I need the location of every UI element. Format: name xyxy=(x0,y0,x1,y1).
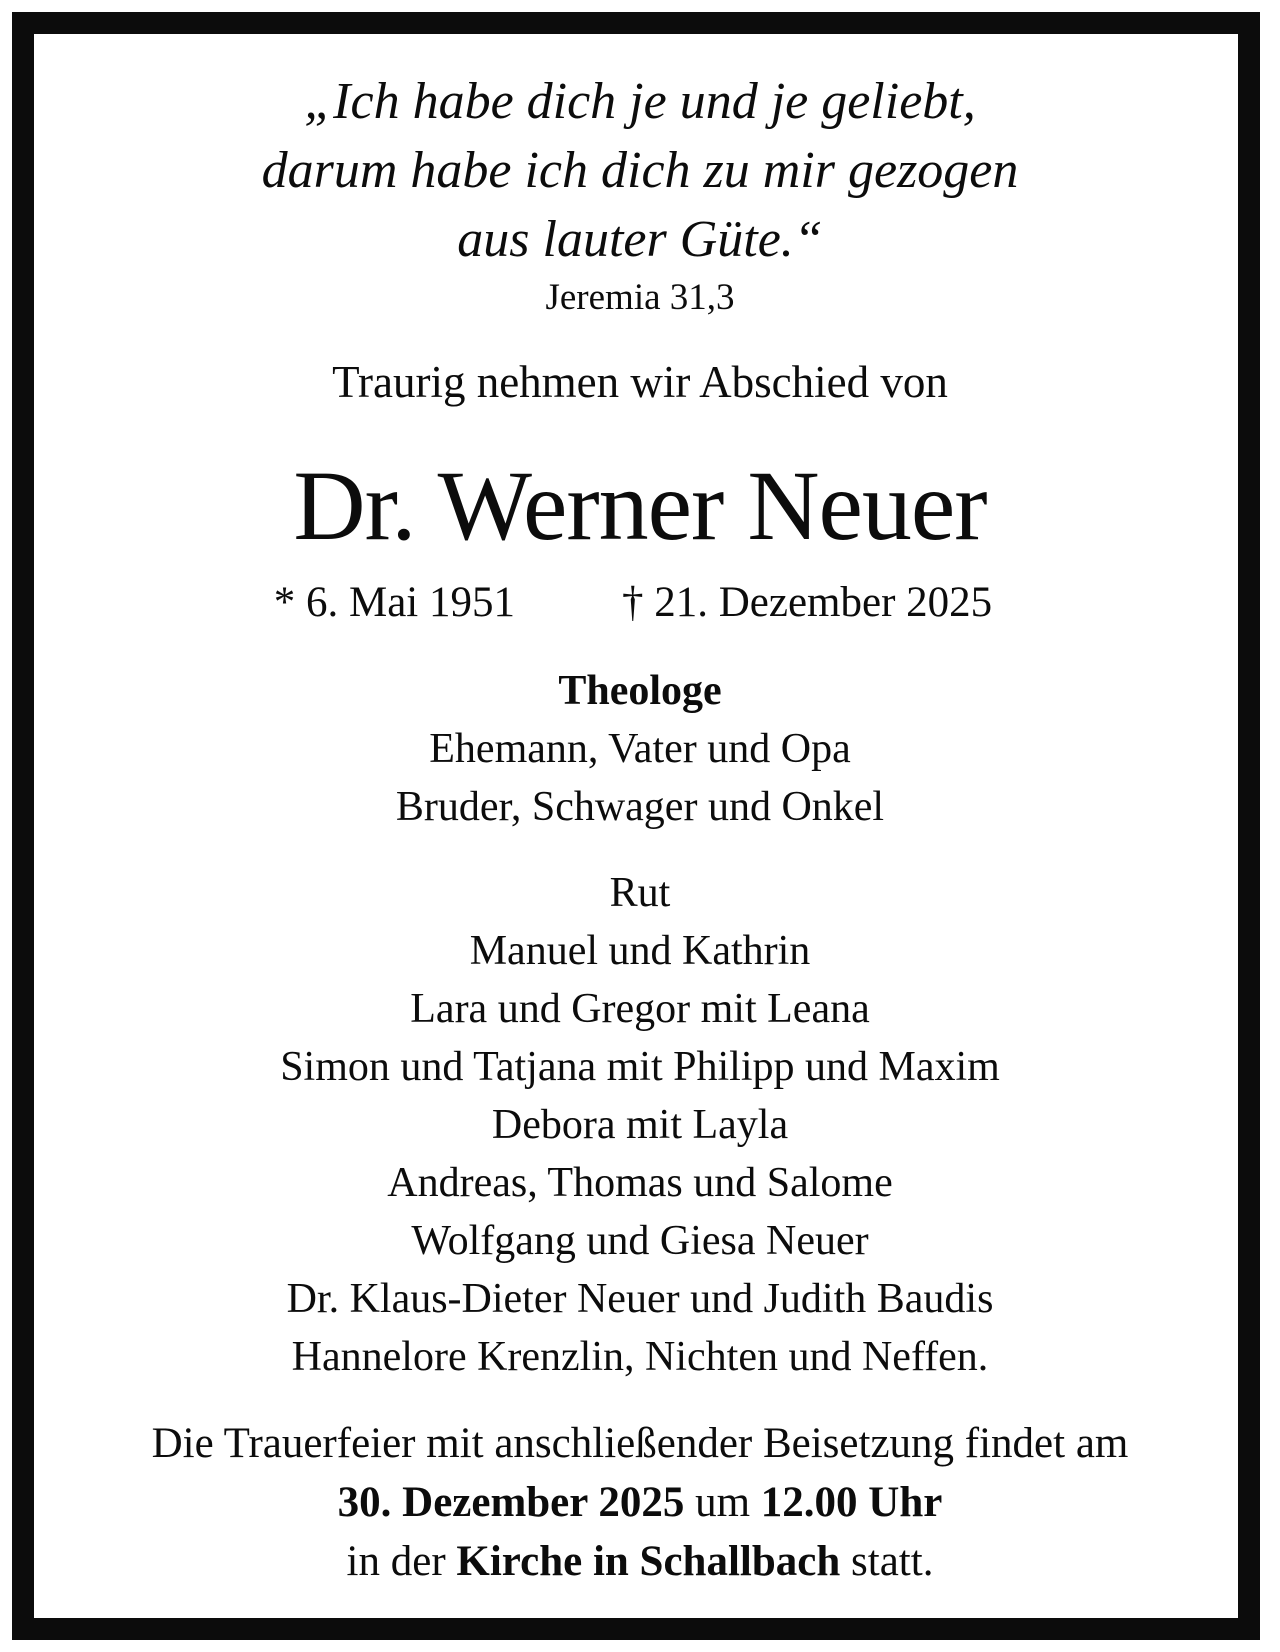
quote-source: Jeremia 31,3 xyxy=(545,277,735,318)
service-connector: um xyxy=(695,1479,751,1526)
role-line-1: Ehemann, Vater und Opa xyxy=(429,726,851,772)
death-date: † 21. Dezember 2025 xyxy=(622,579,993,626)
service-location-suffix: statt. xyxy=(851,1538,934,1585)
profession: Theologe xyxy=(558,668,722,714)
mourner-line: Debora mit Layla xyxy=(491,1102,789,1148)
quote-line-1: „Ich habe dich je und je geliebt, xyxy=(304,73,976,130)
service-date-time xyxy=(0,1481,1280,1524)
intro-text: Traurig nehmen wir Abschied von xyxy=(332,357,948,407)
deceased-name: Dr. Werner Neuer xyxy=(293,450,987,561)
service-location-prefix: in der xyxy=(346,1538,446,1585)
mourner-line: Wolfgang und Giesa Neuer xyxy=(411,1218,869,1264)
mourner-line: Hannelore Krenzlin, Nichten und Neffen. xyxy=(291,1334,989,1380)
role-line-2: Bruder, Schwager und Onkel xyxy=(395,784,885,830)
mourner-line: Lara und Gregor mit Leana xyxy=(410,986,870,1032)
mourner-line: Dr. Klaus-Dieter Neuer und Judith Baudis xyxy=(286,1276,994,1322)
service-place: Kirche in Schallbach xyxy=(456,1538,841,1585)
mourner-line: Andreas, Thomas und Salome xyxy=(387,1160,893,1206)
mourner-line: Manuel und Kathrin xyxy=(469,928,811,974)
service-time: 12.00 Uhr xyxy=(760,1479,943,1526)
quote-line-3: aus lauter Güte.“ xyxy=(457,211,823,268)
life-dates xyxy=(0,581,1280,626)
quote-line-2: darum habe ich dich zu mir gezogen xyxy=(261,142,1019,199)
service-intro: Die Trauerfeier mit anschließender Beisetzung findet am xyxy=(151,1420,1129,1467)
mourner-line: Simon und Tatjana mit Philipp und Maxim xyxy=(280,1044,1000,1090)
birth-date: * 6. Mai 1951 xyxy=(273,579,515,626)
service-location xyxy=(0,1540,1280,1583)
service-date: 30. Dezember 2025 xyxy=(337,1479,685,1526)
mourner-line: Rut xyxy=(609,870,671,916)
